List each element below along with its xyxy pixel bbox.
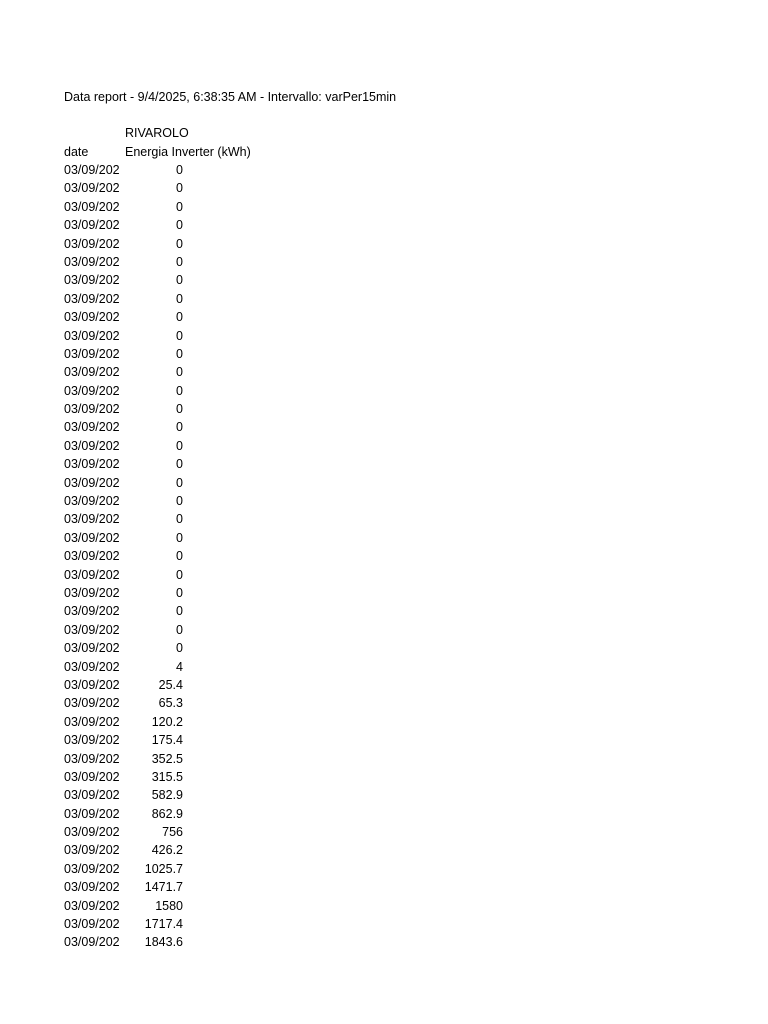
energy-value-cell: 0	[176, 254, 183, 269]
table-row	[64, 933, 204, 951]
date-cell: 03/09/202	[64, 733, 120, 748]
energy-value-cell: 0	[176, 236, 183, 251]
date-cell: 03/09/202	[64, 659, 120, 674]
date-cell: 03/09/202	[64, 622, 120, 637]
table-row	[64, 400, 204, 418]
table-row	[64, 915, 204, 933]
table-row	[64, 639, 204, 657]
date-cell: 03/09/202	[64, 438, 120, 453]
date-cell: 03/09/202	[64, 825, 120, 840]
energy-value-cell: 0	[176, 199, 183, 214]
table-row	[64, 584, 204, 602]
date-cell: 03/09/202	[64, 677, 120, 692]
energy-value-cell: 0	[176, 310, 183, 325]
energy-value-cell: 0	[176, 530, 183, 545]
date-cell: 03/09/202	[64, 604, 120, 619]
energy-value-cell: 0	[176, 512, 183, 527]
date-cell: 03/09/202	[64, 696, 120, 711]
date-cell: 03/09/202	[64, 475, 120, 490]
data-table	[64, 161, 204, 952]
energy-value-cell: 0	[176, 585, 183, 600]
table-row	[64, 676, 204, 694]
date-cell: 03/09/202	[64, 917, 120, 932]
table-row	[64, 713, 204, 731]
date-cell: 03/09/202	[64, 512, 120, 527]
table-row	[64, 474, 204, 492]
date-cell: 03/09/202	[64, 291, 120, 306]
energy-value-cell: 756	[162, 825, 183, 840]
energy-value-cell: 0	[176, 641, 183, 656]
date-cell: 03/09/202	[64, 199, 120, 214]
energy-value-cell: 0	[176, 567, 183, 582]
table-row	[64, 271, 204, 289]
energy-value-cell: 0	[176, 457, 183, 472]
date-cell: 03/09/202	[64, 273, 120, 288]
table-row	[64, 418, 204, 436]
energy-value-cell: 0	[176, 475, 183, 490]
date-cell: 03/09/202	[64, 254, 120, 269]
date-cell: 03/09/202	[64, 310, 120, 325]
energy-value-cell: 1471.7	[144, 880, 183, 895]
energy-value-cell: 1843.6	[144, 935, 183, 950]
date-cell: 03/09/202	[64, 898, 120, 913]
table-row	[64, 658, 204, 676]
site-header: RIVAROLO	[125, 126, 189, 140]
table-row	[64, 841, 204, 859]
energy-value-cell: 0	[176, 402, 183, 417]
date-cell: 03/09/202	[64, 751, 120, 766]
energy-value-cell: 0	[176, 494, 183, 509]
date-cell: 03/09/202	[64, 549, 120, 564]
date-cell: 03/09/202	[64, 935, 120, 950]
date-cell: 03/09/202	[64, 181, 120, 196]
table-row	[64, 345, 204, 363]
table-row	[64, 621, 204, 639]
energy-value-cell: 0	[176, 218, 183, 233]
energy-value-cell: 0	[176, 163, 183, 177]
table-row	[64, 455, 204, 473]
energy-value-cell: 175.4	[151, 733, 183, 748]
energy-value-cell: 0	[176, 420, 183, 435]
date-cell: 03/09/202	[64, 402, 120, 417]
energy-value-cell: 352.5	[151, 751, 183, 766]
energy-value-cell: 0	[176, 291, 183, 306]
date-cell: 03/09/202	[64, 880, 120, 895]
table-row	[64, 750, 204, 768]
energy-value-cell: 0	[176, 181, 183, 196]
date-cell: 03/09/202	[64, 769, 120, 784]
table-row	[64, 253, 204, 271]
table-row	[64, 805, 204, 823]
table-row	[64, 602, 204, 620]
date-cell: 03/09/202	[64, 420, 120, 435]
date-cell: 03/09/202	[64, 567, 120, 582]
table-row	[64, 363, 204, 381]
date-cell: 03/09/202	[64, 788, 120, 803]
table-row	[64, 529, 204, 547]
date-cell: 03/09/202	[64, 236, 120, 251]
energy-value-cell: 1025.7	[144, 861, 183, 876]
table-row	[64, 731, 204, 749]
date-cell: 03/09/202	[64, 530, 120, 545]
date-cell: 03/09/202	[64, 714, 120, 729]
energy-value-cell: 582.9	[151, 788, 183, 803]
table-row	[64, 382, 204, 400]
date-cell: 03/09/202	[64, 346, 120, 361]
table-row	[64, 161, 204, 179]
energy-value-cell: 0	[176, 346, 183, 361]
date-cell: 03/09/202	[64, 806, 120, 821]
date-cell: 03/09/202	[64, 383, 120, 398]
energy-value-cell: 862.9	[151, 806, 183, 821]
table-row	[64, 547, 204, 565]
table-row	[64, 510, 204, 528]
date-cell: 03/09/202	[64, 163, 120, 177]
date-cell: 03/09/202	[64, 861, 120, 876]
date-column-header: date	[64, 145, 89, 159]
energy-value-cell: 0	[176, 365, 183, 380]
table-row	[64, 198, 204, 216]
table-row	[64, 768, 204, 786]
energy-value-cell: 1717.4	[144, 917, 183, 932]
report-title: Data report - 9/4/2025, 6:38:35 AM - Intervallo: varPer15min	[64, 90, 397, 104]
date-cell: 03/09/202	[64, 218, 120, 233]
energy-value-cell: 65.3	[158, 696, 183, 711]
table-row	[64, 694, 204, 712]
energy-value-cell: 25.4	[158, 677, 183, 692]
table-row	[64, 179, 204, 197]
table-row	[64, 566, 204, 584]
date-cell: 03/09/202	[64, 585, 120, 600]
table-row	[64, 786, 204, 804]
table-row	[64, 235, 204, 253]
table-row	[64, 327, 204, 345]
energy-value-cell: 0	[176, 549, 183, 564]
date-cell: 03/09/202	[64, 641, 120, 656]
table-row	[64, 860, 204, 878]
date-cell: 03/09/202	[64, 365, 120, 380]
date-cell: 03/09/202	[64, 328, 120, 343]
date-cell: 03/09/202	[64, 843, 120, 858]
energy-value-cell: 426.2	[151, 843, 183, 858]
energy-value-cell: 0	[176, 273, 183, 288]
table-row	[64, 823, 204, 841]
table-row	[64, 216, 204, 234]
table-row	[64, 897, 204, 915]
energy-value-cell: 0	[176, 622, 183, 637]
energy-value-cell: 1580	[155, 898, 183, 913]
date-cell: 03/09/202	[64, 494, 120, 509]
energy-value-cell: 0	[176, 604, 183, 619]
energy-value-cell: 0	[176, 383, 183, 398]
energy-value-cell: 0	[176, 328, 183, 343]
energy-value-cell: 315.5	[151, 769, 183, 784]
energy-value-cell: 4	[176, 659, 183, 674]
date-cell: 03/09/202	[64, 457, 120, 472]
table-row	[64, 308, 204, 326]
energy-value-cell: 0	[176, 438, 183, 453]
energy-column-header: Energia Inverter (kWh)	[125, 145, 251, 159]
table-row	[64, 290, 204, 308]
table-row	[64, 437, 204, 455]
table-row	[64, 878, 204, 896]
table-row	[64, 492, 204, 510]
energy-value-cell: 120.2	[151, 714, 183, 729]
